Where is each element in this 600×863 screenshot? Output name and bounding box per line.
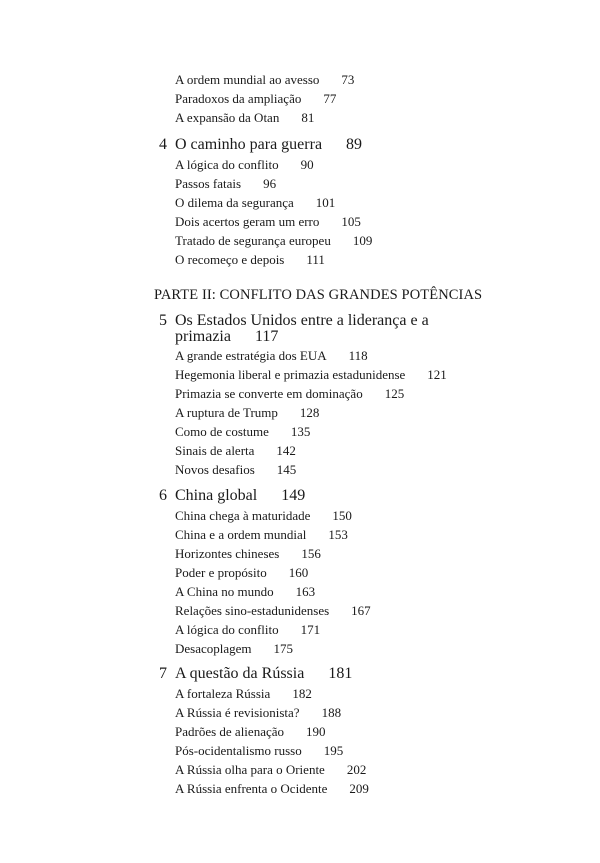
- chapter-page: 181: [328, 665, 353, 682]
- chapter-page: 117: [254, 328, 279, 345]
- toc-entry: [175, 348, 368, 364]
- toc-entry: [175, 233, 372, 249]
- entry-page: 167: [351, 603, 371, 618]
- toc-entry: [175, 565, 308, 581]
- entry-page: 90: [300, 157, 314, 172]
- toc-entry: [175, 762, 366, 778]
- toc-entry: [175, 743, 343, 759]
- entry-title: Dois acertos geram um erro: [175, 214, 320, 229]
- entry-page: 202: [346, 762, 367, 777]
- chapter-number: 7: [159, 665, 167, 682]
- toc-entry: [175, 386, 404, 402]
- chapter-title-text: China global: [175, 487, 258, 504]
- entry-page: 150: [332, 508, 352, 523]
- entry-page: 121: [427, 367, 447, 382]
- entry-title: Desacoplagem: [175, 641, 252, 656]
- entry-page: 142: [276, 443, 296, 458]
- entry-page: 182: [292, 686, 312, 701]
- entry-title: A lógica do conflito: [175, 622, 279, 637]
- toc-entry: [175, 176, 276, 192]
- entry-title: A fortaleza Rússia: [175, 686, 271, 701]
- entry-page: 190: [306, 724, 326, 739]
- entry-page: 101: [315, 195, 336, 210]
- entry-title: Horizontes chineses: [175, 546, 280, 561]
- entry-title: Paradoxos da ampliação: [175, 91, 302, 106]
- entry-page: 195: [323, 743, 344, 758]
- toc-entry: [175, 367, 447, 383]
- part-heading: PARTE II: CONFLITO DAS GRANDES POTÊNCIAS: [154, 287, 483, 303]
- toc-entry: [175, 781, 369, 797]
- entry-page: 188: [321, 705, 342, 720]
- toc-entry: [175, 110, 314, 126]
- entry-title: Como de costume: [175, 424, 269, 439]
- entry-title: Sinais de alerta: [175, 443, 255, 458]
- entry-title: Poder e propósito: [175, 565, 267, 580]
- chapter-title-line-1: Os Estados Unidos entre a liderança e a: [175, 312, 429, 329]
- toc-entry: [175, 252, 325, 268]
- entry-page: 77: [323, 91, 337, 106]
- chapter-title-line-2: [175, 327, 278, 347]
- toc-entry: [175, 686, 312, 702]
- toc-entry: [175, 91, 336, 107]
- toc-entry: [175, 705, 341, 721]
- entry-title: Passos fatais: [175, 176, 242, 191]
- entry-title: A lógica do conflito: [175, 157, 279, 172]
- entry-title: Padrões de alienação: [175, 724, 285, 739]
- entry-page: 163: [295, 584, 316, 599]
- entry-title: A ordem mundial ao avesso: [175, 72, 320, 87]
- entry-page: 125: [384, 386, 405, 401]
- toc-entry: [175, 214, 361, 230]
- chapter-page: 89: [346, 136, 363, 153]
- entry-page: 105: [341, 214, 361, 229]
- entry-page: 175: [273, 641, 294, 656]
- entry-page: 160: [288, 565, 309, 580]
- toc-entry: [175, 641, 293, 657]
- entry-page: 156: [301, 546, 321, 561]
- chapter-title: [175, 664, 352, 684]
- entry-title: A grande estratégia dos EUA: [175, 348, 327, 363]
- entry-page: 153: [328, 527, 348, 542]
- entry-title: A Rússia é revisionista?: [175, 705, 300, 720]
- toc-entry: [175, 157, 314, 173]
- entry-title: China chega à maturidade: [175, 508, 311, 523]
- chapter-number: 5: [159, 312, 167, 329]
- toc-entry: [175, 443, 296, 459]
- entry-title: O dilema da segurança: [175, 195, 294, 210]
- entry-title: A ruptura de Trump: [175, 405, 278, 420]
- entry-page: 109: [352, 233, 373, 248]
- entry-title: A expansão da Otan: [175, 110, 280, 125]
- entry-title: A Rússia enfrenta o Ocidente: [175, 781, 328, 796]
- entry-page: 128: [299, 405, 320, 420]
- entry-page: 145: [276, 462, 297, 477]
- chapter-page: 149: [281, 487, 306, 504]
- toc-entry: [175, 424, 310, 440]
- chapter-title: [175, 486, 305, 506]
- entry-title: Pós-ocidentalismo russo: [175, 743, 302, 758]
- entry-page: 135: [290, 424, 311, 439]
- entry-page: 118: [348, 348, 368, 363]
- entry-page: 96: [263, 176, 277, 191]
- toc-entry: [175, 584, 315, 600]
- chapter-title-text: O caminho para guerra: [175, 136, 323, 153]
- entry-page: 171: [300, 622, 321, 637]
- toc-entry: [175, 622, 320, 638]
- entry-page: 73: [341, 72, 355, 87]
- entry-page: 209: [349, 781, 369, 796]
- entry-title: O recomeço e depois: [175, 252, 285, 267]
- toc-entry: [175, 405, 319, 421]
- toc-entry: [175, 603, 371, 619]
- toc-entry: [175, 724, 326, 740]
- entry-title: A China no mundo: [175, 584, 274, 599]
- toc-entry: [175, 195, 335, 211]
- toc-entry: [175, 527, 348, 543]
- chapter-number: 6: [159, 487, 167, 504]
- entry-title: Primazia se converte em dominação: [175, 386, 363, 401]
- entry-title: Hegemonia liberal e primazia estadunidense: [175, 367, 406, 382]
- entry-page: 111: [306, 252, 325, 267]
- entry-title: China e a ordem mundial: [175, 527, 307, 542]
- toc-entry: [175, 72, 354, 88]
- entry-title: Tratado de segurança europeu: [175, 233, 331, 248]
- chapter-title-text: A questão da Rússia: [175, 665, 305, 682]
- entry-title: Novos desafios: [175, 462, 255, 477]
- entry-page: 81: [301, 110, 315, 125]
- toc-entry: [175, 546, 321, 562]
- chapter-title-text: primazia: [175, 328, 231, 345]
- entry-title: Relações sino-estadunidenses: [175, 603, 330, 618]
- toc-entry: [175, 462, 296, 478]
- chapter-number: 4: [159, 136, 167, 153]
- chapter-title: [175, 135, 362, 155]
- toc-entry: [175, 508, 352, 524]
- entry-title: A Rússia olha para o Oriente: [175, 762, 325, 777]
